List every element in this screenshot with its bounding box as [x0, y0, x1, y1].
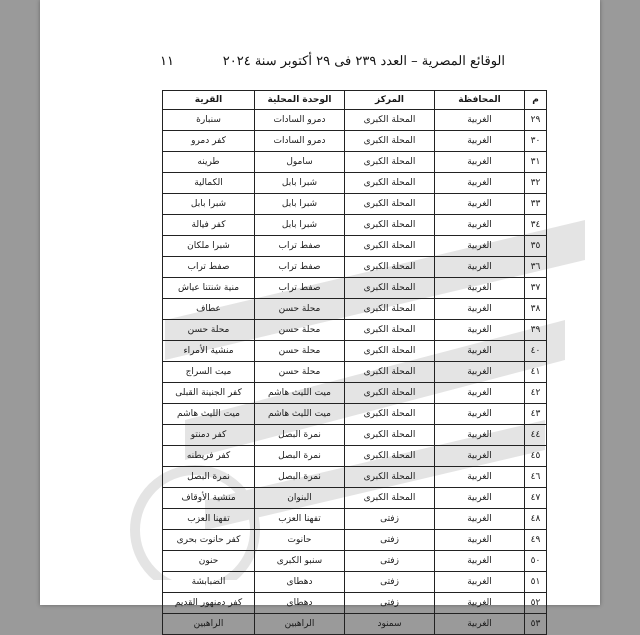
cell-center: المحلة الكبرى: [345, 446, 435, 467]
cell-center: المحلة الكبرى: [345, 194, 435, 215]
cell-local-unit: ميت الليث هاشم: [255, 383, 345, 404]
cell-number: ٢٩: [525, 110, 547, 131]
cell-village: الكمالية: [163, 173, 255, 194]
cell-local-unit: حانوت: [255, 530, 345, 551]
cell-village: عطاف: [163, 299, 255, 320]
cell-local-unit: شبرا بابل: [255, 215, 345, 236]
table-row: [163, 131, 547, 152]
cell-number: ٣٢: [525, 173, 547, 194]
cell-number: ٣٩: [525, 320, 547, 341]
table-row: [163, 551, 547, 572]
cell-governorate: الغربية: [435, 383, 525, 404]
cell-governorate: الغربية: [435, 530, 525, 551]
cell-local-unit: البنوان: [255, 488, 345, 509]
cell-number: ٣٨: [525, 299, 547, 320]
cell-number: ٤٧: [525, 488, 547, 509]
table-row: [163, 446, 547, 467]
table-row: [163, 425, 547, 446]
table-row: [163, 173, 547, 194]
villages-table-container: [162, 90, 546, 635]
table-row: [163, 299, 547, 320]
table-row: [163, 614, 547, 635]
cell-center: المحلة الكبرى: [345, 404, 435, 425]
cell-number: ٤٩: [525, 530, 547, 551]
cell-village: نمرة البصل: [163, 467, 255, 488]
table-row: [163, 362, 547, 383]
cell-village: شبرا بابل: [163, 194, 255, 215]
cell-local-unit: الراهبين: [255, 614, 345, 635]
cell-center: المحلة الكبرى: [345, 362, 435, 383]
table-row: [163, 593, 547, 614]
cell-village: سنبارة: [163, 110, 255, 131]
cell-governorate: الغربية: [435, 362, 525, 383]
cell-village: ميت السراج: [163, 362, 255, 383]
table-header-row: [163, 91, 547, 110]
cell-number: ٥٢: [525, 593, 547, 614]
cell-governorate: الغربية: [435, 236, 525, 257]
cell-center: المحلة الكبرى: [345, 299, 435, 320]
cell-local-unit: محلة حسن: [255, 341, 345, 362]
cell-local-unit: نمرة البصل: [255, 446, 345, 467]
cell-governorate: الغربية: [435, 488, 525, 509]
cell-village: شبرا ملكان: [163, 236, 255, 257]
cell-local-unit: محلة حسن: [255, 320, 345, 341]
table-row: [163, 383, 547, 404]
cell-governorate: الغربية: [435, 509, 525, 530]
cell-village: منية شنتنا عياش: [163, 278, 255, 299]
table-row: [163, 467, 547, 488]
cell-center: المحلة الكبرى: [345, 215, 435, 236]
cell-governorate: الغربية: [435, 173, 525, 194]
cell-local-unit: دمرو السادات: [255, 131, 345, 152]
header-cell-number: م: [525, 91, 547, 110]
cell-center: المحلة الكبرى: [345, 341, 435, 362]
cell-local-unit: سامول: [255, 152, 345, 173]
cell-local-unit: دهطاى: [255, 593, 345, 614]
page-number: ١١: [160, 54, 174, 69]
cell-number: ٣٣: [525, 194, 547, 215]
cell-village: تفهنا العزب: [163, 509, 255, 530]
cell-center: المحلة الكبرى: [345, 152, 435, 173]
cell-village: طرينه: [163, 152, 255, 173]
cell-center: سمنود: [345, 614, 435, 635]
cell-governorate: الغربية: [435, 278, 525, 299]
cell-governorate: الغربية: [435, 131, 525, 152]
cell-village: كفر دمنهور القديم: [163, 593, 255, 614]
cell-number: ٤٤: [525, 425, 547, 446]
cell-governorate: الغربية: [435, 110, 525, 131]
cell-governorate: الغربية: [435, 404, 525, 425]
page-header: [160, 54, 505, 74]
table-row: [163, 278, 547, 299]
cell-village: محلة حسن: [163, 320, 255, 341]
cell-number: ٥٣: [525, 614, 547, 635]
cell-number: ٤٦: [525, 467, 547, 488]
cell-governorate: الغربية: [435, 467, 525, 488]
cell-number: ٤٣: [525, 404, 547, 425]
header-cell-local-unit: الوحدة المحلية: [255, 91, 345, 110]
cell-center: المحلة الكبرى: [345, 131, 435, 152]
cell-center: المحلة الكبرى: [345, 173, 435, 194]
cell-number: ٣٧: [525, 278, 547, 299]
cell-center: زفتى: [345, 593, 435, 614]
cell-local-unit: ميت الليث هاشم: [255, 404, 345, 425]
cell-governorate: الغربية: [435, 152, 525, 173]
cell-number: ٤٠: [525, 341, 547, 362]
table-row: [163, 236, 547, 257]
cell-number: ٣١: [525, 152, 547, 173]
cell-village: كفر دمرو: [163, 131, 255, 152]
table-row: [163, 194, 547, 215]
cell-number: ٥١: [525, 572, 547, 593]
table-row: [163, 572, 547, 593]
cell-village: كفر فريطنه: [163, 446, 255, 467]
table-row: [163, 320, 547, 341]
cell-governorate: الغربية: [435, 551, 525, 572]
cell-number: ٤٨: [525, 509, 547, 530]
cell-center: المحلة الكبرى: [345, 383, 435, 404]
cell-number: ٥٠: [525, 551, 547, 572]
cell-governorate: الغربية: [435, 320, 525, 341]
table-row: [163, 215, 547, 236]
table-body: [163, 110, 547, 635]
header-cell-village: القرية: [163, 91, 255, 110]
cell-center: زفتى: [345, 509, 435, 530]
cell-village: كفر فيالة: [163, 215, 255, 236]
cell-local-unit: تفهنا العزب: [255, 509, 345, 530]
table-row: [163, 488, 547, 509]
cell-center: المحلة الكبرى: [345, 488, 435, 509]
table-row: [163, 152, 547, 173]
table-row: [163, 341, 547, 362]
cell-number: ٣٠: [525, 131, 547, 152]
table-row: [163, 404, 547, 425]
cell-governorate: الغربية: [435, 341, 525, 362]
cell-local-unit: صفط تراب: [255, 278, 345, 299]
cell-local-unit: محلة حسن: [255, 362, 345, 383]
cell-governorate: الغربية: [435, 572, 525, 593]
cell-governorate: الغربية: [435, 194, 525, 215]
cell-number: ٤٥: [525, 446, 547, 467]
cell-village: صفط تراب: [163, 257, 255, 278]
cell-village: ميت الليث هاشم: [163, 404, 255, 425]
cell-governorate: الغربية: [435, 614, 525, 635]
cell-number: ٤١: [525, 362, 547, 383]
cell-center: المحلة الكبرى: [345, 467, 435, 488]
cell-village: حنون: [163, 551, 255, 572]
cell-center: المحلة الكبرى: [345, 278, 435, 299]
cell-governorate: الغربية: [435, 425, 525, 446]
cell-village: كفر حانوت بحرى: [163, 530, 255, 551]
cell-number: ٣٥: [525, 236, 547, 257]
cell-local-unit: سنبو الكبرى: [255, 551, 345, 572]
cell-number: ٤٢: [525, 383, 547, 404]
cell-local-unit: نمرة البصل: [255, 467, 345, 488]
table-row: [163, 509, 547, 530]
villages-table: [162, 90, 547, 635]
cell-governorate: الغربية: [435, 257, 525, 278]
cell-local-unit: دمرو السادات: [255, 110, 345, 131]
cell-village: منشية الأمراء: [163, 341, 255, 362]
cell-center: زفتى: [345, 572, 435, 593]
table-row: [163, 110, 547, 131]
header-cell-center: المركز: [345, 91, 435, 110]
cell-center: المحلة الكبرى: [345, 320, 435, 341]
cell-center: المحلة الكبرى: [345, 236, 435, 257]
cell-local-unit: صفط تراب: [255, 257, 345, 278]
cell-center: المحلة الكبرى: [345, 425, 435, 446]
table-row: [163, 257, 547, 278]
cell-governorate: الغربية: [435, 215, 525, 236]
cell-center: زفتى: [345, 551, 435, 572]
document-page: [40, 0, 600, 629]
cell-village: الراهبين: [163, 614, 255, 635]
cell-local-unit: دهطاى: [255, 572, 345, 593]
cell-governorate: الغربية: [435, 299, 525, 320]
cell-center: المحلة الكبرى: [345, 257, 435, 278]
cell-number: ٣٤: [525, 215, 547, 236]
cell-local-unit: محلة حسن: [255, 299, 345, 320]
cell-number: ٣٦: [525, 257, 547, 278]
cell-local-unit: شبرا بابل: [255, 194, 345, 215]
cell-governorate: الغربية: [435, 593, 525, 614]
table-row: [163, 530, 547, 551]
header-cell-governorate: المحافظة: [435, 91, 525, 110]
cell-village: منشية الأوقاف: [163, 488, 255, 509]
cell-governorate: الغربية: [435, 446, 525, 467]
cell-local-unit: نمرة البصل: [255, 425, 345, 446]
cell-center: زفتى: [345, 530, 435, 551]
cell-local-unit: شبرا بابل: [255, 173, 345, 194]
cell-village: كفر دمنتو: [163, 425, 255, 446]
cell-local-unit: صفط تراب: [255, 236, 345, 257]
cell-center: المحلة الكبرى: [345, 110, 435, 131]
gazette-title: الوقائع المصرية – العدد ٢٣٩ فى ٢٩ أكتوبر سنة ٢٠٢٤: [222, 54, 505, 69]
cell-village: الضبابشة: [163, 572, 255, 593]
cell-village: كفر الجنينة القبلى: [163, 383, 255, 404]
